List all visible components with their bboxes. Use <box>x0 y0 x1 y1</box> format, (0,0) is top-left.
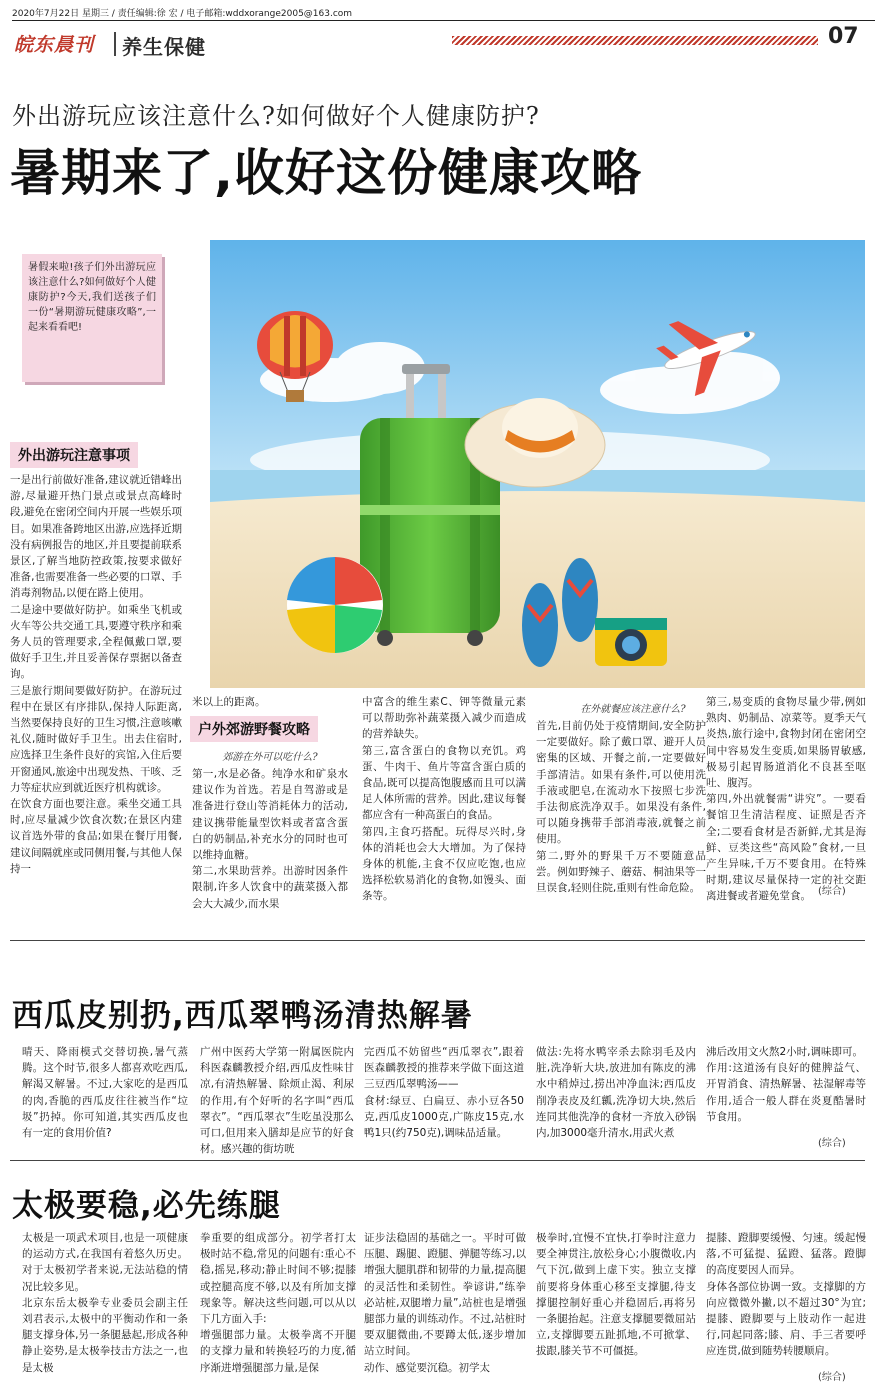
intro-box: 暑假来啦!孩子们外出游玩应该注意什么?如何做好个人健康防护?今天,我们送孩子们一份“暑期游玩健康攻略”,一起来看看吧! <box>22 254 162 382</box>
article2-column-5: 沸后改用文火熬2小时,调味即可。 作用:这道汤有良好的健脾益气、开胃消食、清热解暑、祛湿解毒等作用,适合一般人群在炎夏酷暑时节食用。 <box>706 1046 866 1123</box>
section-title: 养生保健 <box>122 35 206 59</box>
article1-column-2a: 米以上的距离。 <box>192 696 266 708</box>
article3-credit: (综合) <box>818 1372 846 1383</box>
article1-column-1: 一是出行前做好准备,建议就近错峰出游,尽量避开热门景点或景点高峰时段,避免在密闭空间内开展一些娱乐项目。如果准备跨地区出游,应选择近期没有病例报告的地区,并且要提前联系景区,了解当地防控政策,按要求做好准备,也需要准备一些必要的口罩、手消毒剂物品,以便在路上使用。 二是途中要做好防护。如乘坐飞机或火车等公共交通工具,要遵守秩序和乘务人员的管理要求,全程佩戴口罩,要做好手卫生,并且妥善保存票据以备查询。 三是旅行期间要做好防护。在游玩过程中在景区有序排队,保持人际距离,当然要保持良好的卫生习惯,注意咳嗽礼仪,随时做好手卫生。出去住宿时,应选择卫生条件良好的宾馆,入住后要开窗通风,旅途中出现发热、干咳、乏力等症状应到就近医疗机构就诊。 在饮食方面也要注意。乘坐交通工具时,应尽量减少饮食次数;在景区内建议首选外带的食品;如果在餐厅用餐,建议间隔就座或同侧用餐,与其他人保持一 <box>10 474 182 875</box>
header-rule <box>12 20 875 21</box>
section-tag-travel-tips: 外出游玩注意事项 <box>10 442 138 468</box>
date-line: 2020年7月22日 星期三 / 责任编辑:徐 宏 / 电子邮箱:wddxorange2005@163.com <box>12 9 353 19</box>
beach-ball-graphic <box>287 557 383 653</box>
page-number: 07 <box>828 24 859 49</box>
article3-headline: 太极要稳,必先练腿 <box>12 1188 281 1224</box>
article3-column-4: 极拳时,宜慢不宜快,打拳时注意力要全神贯注,放松身心;小腹微收,内气下沉,做到上虚下实。独立支撑前要将身体重心移至支撑腿,待支撑腿控制好重心并稳固后,再将另一条腿抬起。注意支撑腿要微屈站立,支撑脚要五趾抓地,不可掀掌、拔跟,膝关节不可僵挺。 <box>536 1232 696 1358</box>
article2-headline: 西瓜皮别扔,西瓜翠鸭汤清热解暑 <box>12 998 473 1034</box>
article3-column-2: 拳重要的组成部分。初学者打太极时站不稳,常见的问题有:重心不稳,摇晃,移动;静止时间不够;提膝或控腿高度不够,以及有所加支撑现象等。解决这些问题,可以从以下几方面入手: 增强腿部力量。太极拳离不开腿的支撑力量和转换轻巧的力度,循序渐进增强腿部力量,是保 <box>200 1232 356 1374</box>
article1-column-5: 第三,易变质的食物尽量少带,例如熟肉、奶制品、凉菜等。夏季天气炎热,旅行途中,食物封闭在密闭空间中容易发生变质,如果肠胃敏感,极易引起胃肠道消化不良甚至呕吐、腹泻。 第四,外出就餐需“讲究”。一要看餐馆卫生清洁程度、证照是否齐全;二要看食材是否新鲜,尤其是海鲜、豆类这些“高风险”食材,一旦产生异味,千万不要食用。在特殊时期,建议尽量保持一定的社交距离进餐或者避免堂食。 <box>706 696 866 903</box>
camera-graphic <box>595 618 667 666</box>
article1-column-4: 首先,目前仍处于疫情期间,安全防护一定要做好。除了戴口罩、避开人员密集的区域、开餐之前,一定要做好手部清洁。如果有条件,可以使用洗手液或肥皂,在流动水下按照七步洗手法彻底洗净双手。如果没有条件,可以随身携带手部消毒液,就餐之前使用。 第二,野外的野果千万不要随意品尝。例如野辣子、蘑菇、桐油果等一旦误食,轻则住院,重则有性命危险。 <box>536 720 706 895</box>
article1-credit: (综合) <box>818 886 846 897</box>
article1-column-3: 中富含的维生素C、钾等微量元素可以帮助弥补蔬菜摄入减少而造成的营养缺失。 第三,富含蛋白的食物以充饥。鸡蛋、牛肉干、鱼片等富含蛋白质的食品,既可以提高饱腹感而且可以满足人体所需的营养。因此,建议每餐都应含有一种高蛋白的食品。 第四,主食巧搭配。玩得尽兴时,身体的消耗也会大大增加。为了保持身体的机能,主食不仅应吃饱,也应选择松软易消化的食物,如馒头、面条等。 <box>362 696 526 903</box>
article1-headline: 暑期来了,收好这份健康攻略 <box>10 144 642 202</box>
article3-column-3: 证步法稳固的基础之一。平时可做压腿、踢腿、蹬腿、弹腿等练习,以增强大腿肌群和韧带的力量,提高腿的灵活性和柔韧性。拳谚讲,“练拳必站桩,双腿增力量”,站桩也是增强腿部力量的训练动作。不过,站桩时要双腿微曲,不要蹲太低,逐步增加站立时间。 动作、感觉要沉稳。初学太 <box>364 1232 526 1374</box>
kicker-what-to-eat: 郊游在外可以吃什么? <box>222 752 318 763</box>
article2-column-4: 做法:先将水鸭宰杀去除羽毛及内脏,洗净斩大块,放进加有陈皮的沸水中稍焯过,捞出冲净血沫;西瓜皮削净表皮及红瓤,洗净切大块,然后连同其他洗净的食材一齐放入砂锅内,加3000毫升清水,用武火煮 <box>536 1046 696 1140</box>
article2-column-1: 晴天、降雨模式交替切换,暑气蒸腾。这个时节,很多人都喜欢吃西瓜,解渴又解暑。不过,大家吃的是西瓜的肉,香脆的西瓜皮往往被当作“垃圾”扔掉。你可知道,其实西瓜皮也有一定的食用价值? <box>22 1046 188 1140</box>
article3-column-5: 提膝、蹬脚要缓慢、匀速。缓起慢落,不可猛提、猛蹬、猛落。蹬脚的高度要因人而异。 身体各部位协调一致。支撑脚的方向应微微外撇,以不超过30°为宜;提膝、蹬脚要与上肢动作一起进行,同起同落;膝、肩、手三者要呼应连贯,做到随势转腰顺肩。 <box>706 1232 866 1358</box>
decorative-stripes <box>452 36 818 45</box>
article1-subhead: 外出游玩应该注意什么?如何做好个人健康防护? <box>12 102 540 130</box>
article2-column-3: 完西瓜不妨留些“西瓜翠衣”,跟着医森麟教授的推荐来学做下面这道三豆西瓜翠鸭汤—— 食材:绿豆、白扁豆、赤小豆各50克,西瓜皮1000克,广陈皮15克,水鸭1只(约750克),调味品适量。 <box>364 1046 524 1140</box>
article1-column-2b: 第一,水是必备。纯净水和矿泉水建议作为首选。若是自驾游或是准备进行登山等消耗体力的活动,建议携带能量型饮料或者富含蛋白的奶制品,补充水分的同时也可以维持血糖。 第二,水果助营养。出游时因条件限制,许多人饮食中的蔬菜摄入都会大大减少,而水果 <box>192 768 348 910</box>
newspaper-brand: 皖东晨刊 <box>14 34 95 56</box>
travel-illustration <box>210 240 865 688</box>
section-tag-picnic: 户外郊游野餐攻略 <box>190 716 318 742</box>
article2-credit: (综合) <box>818 1138 846 1149</box>
article2-column-2: 广州中医药大学第一附属医院内科医森麟教授介绍,西瓜皮性味甘凉,有清热解暑、除烦止渴、利尿的作用,有个好听的名字叫“西瓜翠衣”。“西瓜翠衣”生吃虽没那么可口,但用来入膳却是应节的好食材。感兴趣的街坊咣 <box>200 1046 354 1156</box>
divider-2 <box>10 1160 865 1161</box>
brand-divider <box>114 32 116 56</box>
article3-column-1: 太极是一项武术项目,也是一项健康的运动方式,在我国有着悠久历史。对于太极初学者来说,无法站稳的情况比较多见。 北京东岳太极拳专业委员会副主任刘君表示,太极中的平衡动作和一条腿支撑身体,另一条腿悬起,形成各种静止姿势,是太极拳技击方法之一,也是太极 <box>22 1232 188 1374</box>
divider-1 <box>10 940 865 941</box>
kicker-dining-out: 在外就餐应该注意什么? <box>580 704 686 715</box>
